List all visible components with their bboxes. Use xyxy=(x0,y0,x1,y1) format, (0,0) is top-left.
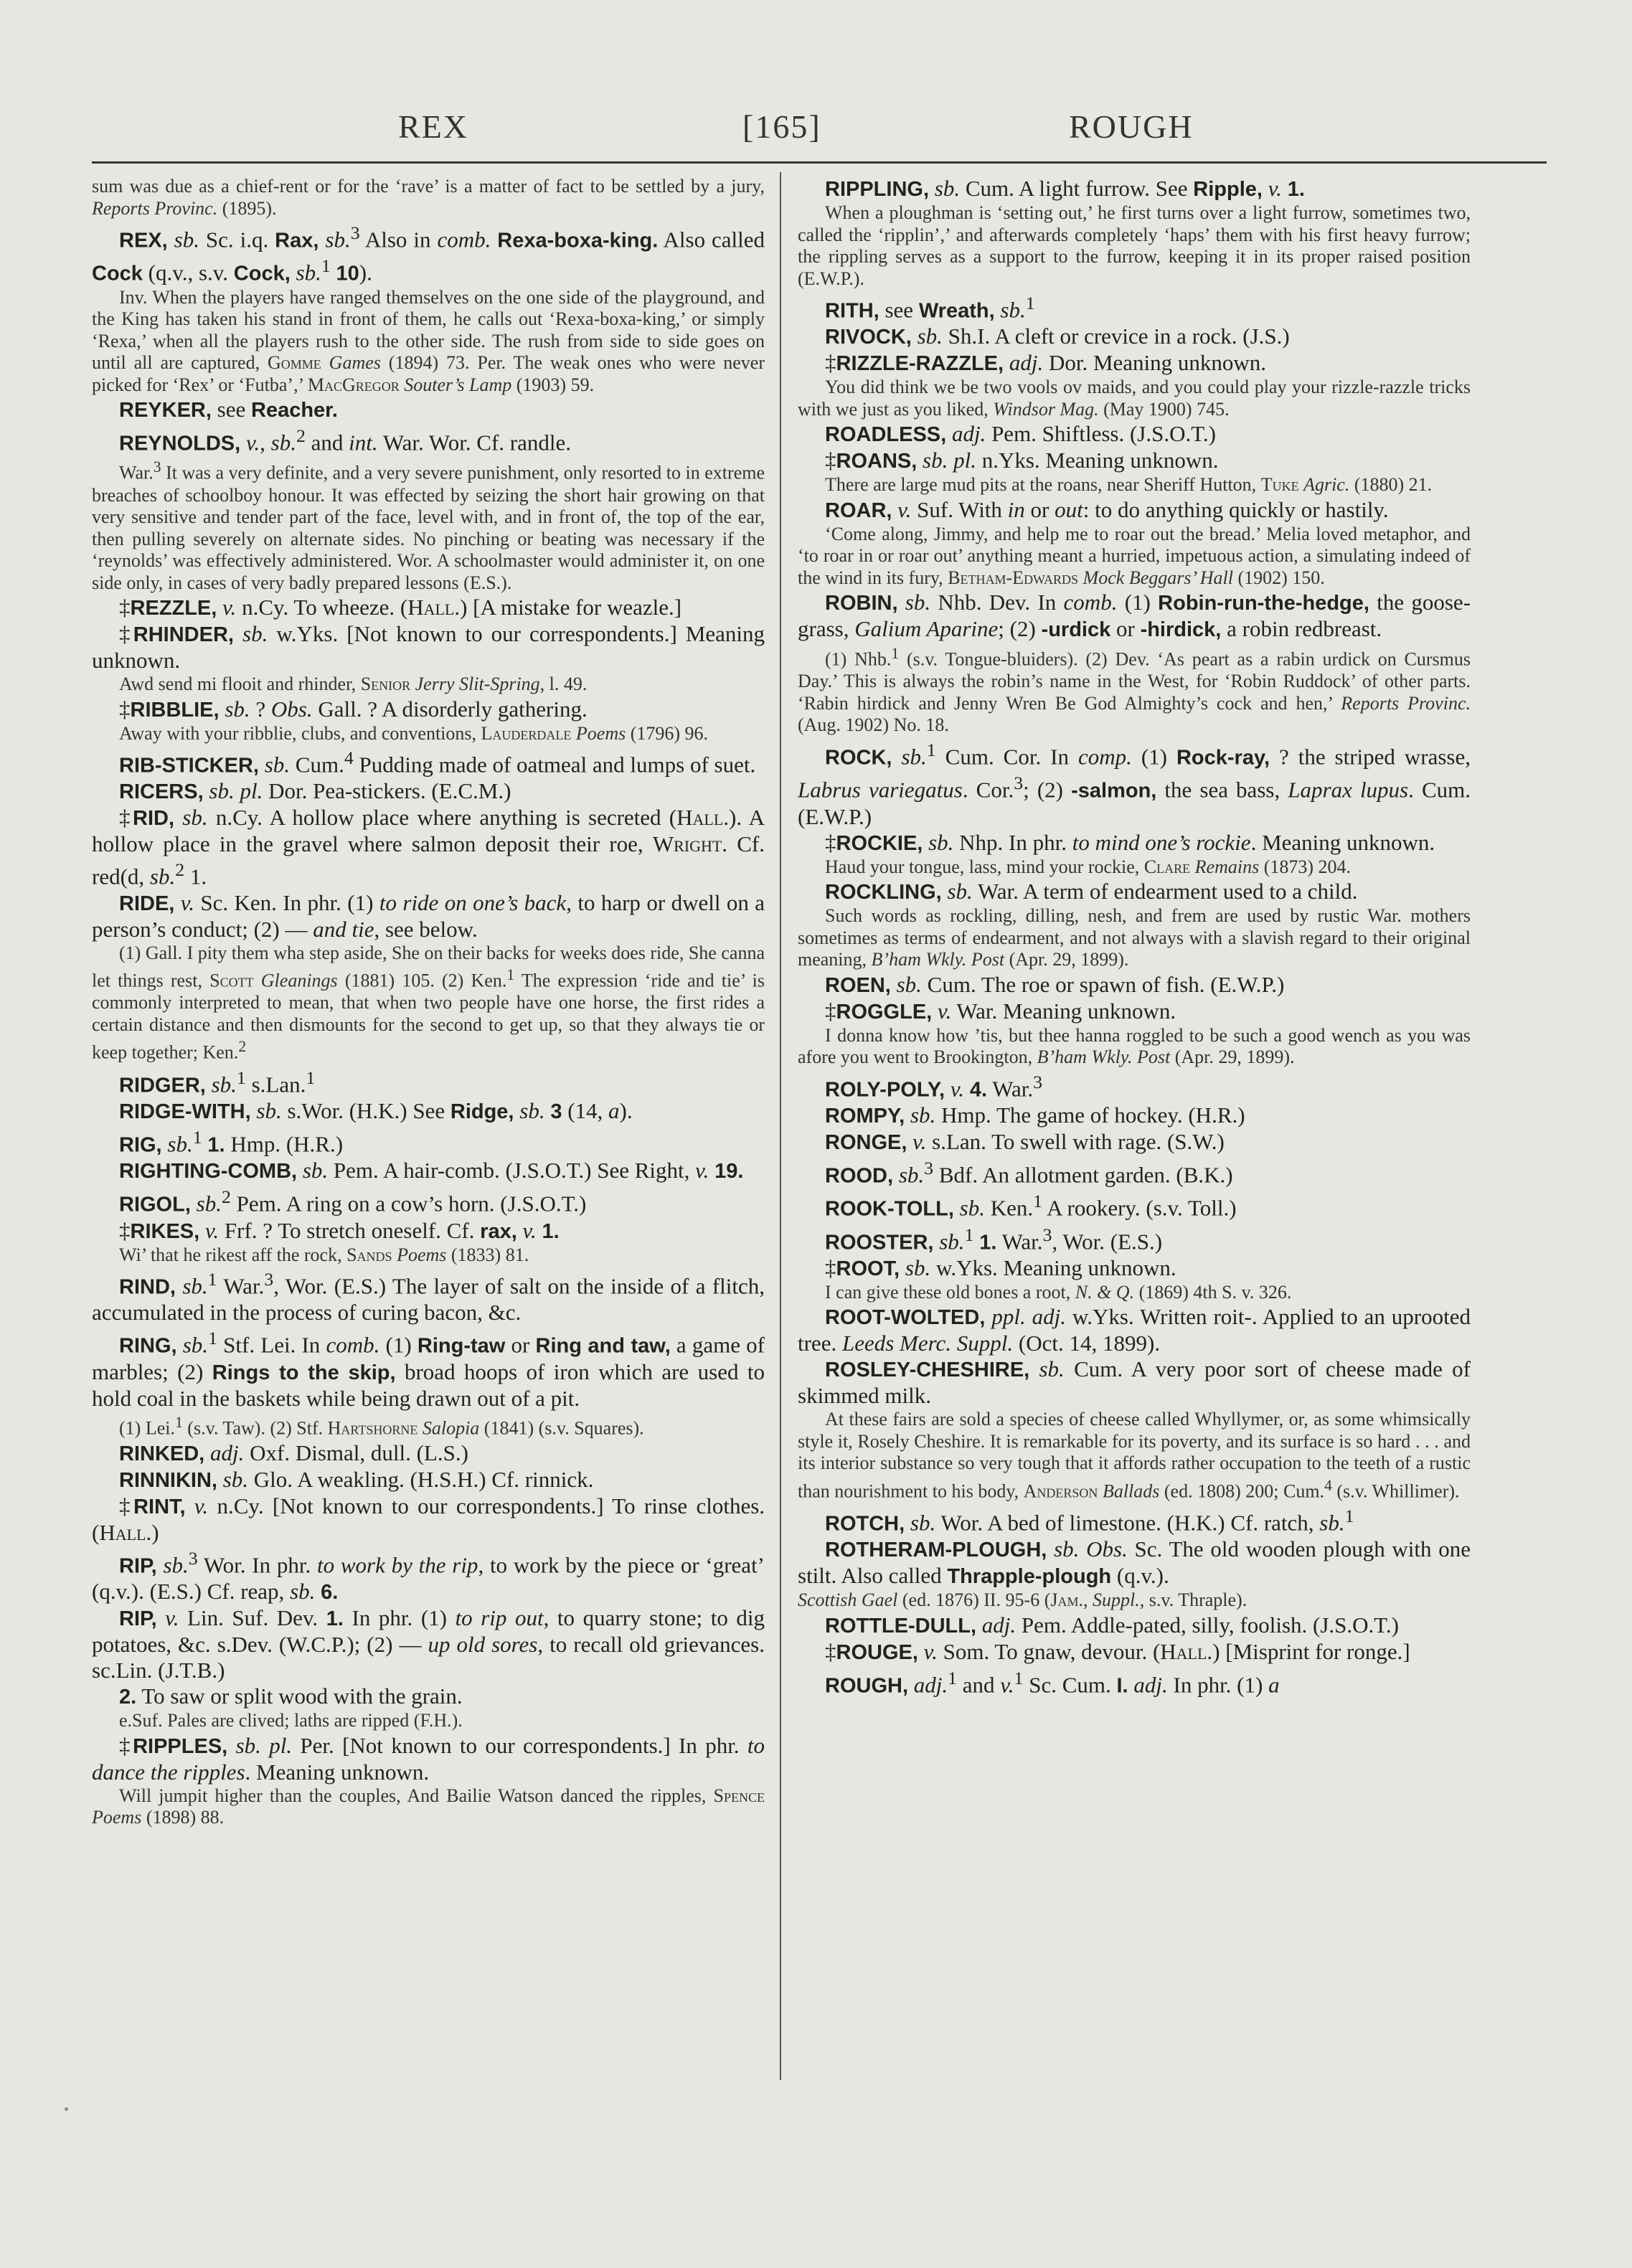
dictionary-entry: RIDGE-WITH, sb. s.Wor. (H.K.) See Ridge, sb. 3 (14, a). xyxy=(119,1097,633,1123)
dictionary-entry: RING, sb.$^1$ Stf. Lei. In comb. (1) Ring-taw or Ring and taw, a game of marbles; (2) Rings to the skip, broad hoops of iron which are used to hold coal in the baskets while being drawn out of a pit. xyxy=(92,1328,765,1411)
margin-speck xyxy=(65,2107,68,2111)
dictionary-entry: ‡REZZLE, v. n.Cy. To wheeze. (Hall.) [A mistake for weazle.] xyxy=(119,595,682,620)
citation-paragraph: sum was due as a chief-rent or for the ‘rave’ is a matter of fact to be settled by a jury, Reports Provinc. (1895). xyxy=(92,176,765,219)
citation-paragraph: Will jumpit higher than the couples, And Bailie Watson danced the ripples, Spence Poems (1898) 88. xyxy=(92,1785,765,1828)
citation-paragraph: Inv. When the players have ranged themselves on the one side of the playground, and the King has taken his stand in front of them, he calls out ‘Rexa-boxa-king,’ or simply ‘Rexa,’ when all the players rush to the other side. The rush from side to side goes on until all are captured, Gomme Games (1894) 73. Per. The weak ones who were never picked for ‘Rex’ or ‘Futba’,’ MacGregor Souter’s Lamp (1903) 59. xyxy=(92,286,765,395)
dictionary-entry: ROADLESS, adj. Pem. Shiftless. (J.S.O.T.) xyxy=(825,421,1216,447)
dictionary-entry: ‡ROUGE, v. Som. To gnaw, devour. (Hall.) [Misprint for ronge.] xyxy=(825,1638,1410,1664)
dictionary-entry: RIVOCK, sb. Sh.I. A cleft or crevice in a rock. (J.S.) xyxy=(825,323,1290,349)
dictionary-entry: RICERS, sb. pl. Dor. Pea-stickers. (E.C.M.) xyxy=(119,778,511,804)
citation-paragraph: Away with your ribblie, clubs, and conventions, Lauderdale Poems (1796) 96. xyxy=(119,722,709,744)
dictionary-entry: ‡ROANS, sb. pl. n.Yks. Meaning unknown. xyxy=(825,448,1219,473)
dictionary-entry: ‡RIPPLES, sb. pl. Per. [Not known to our correspondents.] In phr. to dance the ripples. Meaning unknown. xyxy=(92,1732,765,1785)
dictionary-entry: ROBIN, sb. Nhb. Dev. In comb. (1) Robin-run-the-hedge, the goose-grass, Galium Aparine; (2) -urdick or -hirdick, a robin redbreast. xyxy=(798,590,1471,642)
citation-paragraph: When a ploughman is ‘setting out,’ he first turns over a light furrow, sometimes two, called the ‘ripplin’,’ and afterwards completely ‘haps’ them with his first heavy furrow; the rippling serves as a support to the furrow, keeping it in its proper raised position (E.W.P.). xyxy=(798,202,1471,289)
citation-paragraph: (1) Lei.$^1$ (s.v. Taw). (2) Stf. Hartshorne Salopia (1841) (s.v. Squares). xyxy=(119,1413,644,1439)
dictionary-entry: RINKED, adj. Oxf. Dismal, dull. (L.S.) xyxy=(119,1440,468,1465)
left-column xyxy=(92,176,765,1830)
dictionary-entry: RIB-STICKER, sb. Cum.$^4$ Pudding made of oatmeal and lumps of suet. xyxy=(119,747,756,778)
dictionary-entry: RIDGER, sb.$^1$ s.Lan.$^1$ xyxy=(119,1067,316,1097)
citation-paragraph: ‘Come along, Jimmy, and help me to roar out the bread.’ Melia loved metaphor, and ‘to roar in or roar out’ anything meant a hurried, impetuous action, a simulating indeed of the wind in its fury, Betham-Edwards Mock Beggars’ Hall (1902) 150. xyxy=(798,523,1471,588)
dictionary-entry: ROMPY, sb. Hmp. The game of hockey. (H.R.) xyxy=(825,1102,1245,1128)
dictionary-entry: ‡RIBBLIE, sb. ? Obs. Gall. ? A disorderly gathering. xyxy=(119,696,588,722)
right-column xyxy=(798,176,1471,1698)
dictionary-entry: ROLY-POLY, v. 4. War.$^3$ xyxy=(825,1071,1043,1101)
dictionary-entry: RIGOL, sb.$^2$ Pem. A ring on a cow’s horn. (J.S.O.T.) xyxy=(119,1186,587,1216)
page-number: [165] xyxy=(742,108,821,145)
dictionary-entry: RIND, sb.$^1$ War.$^3$, Wor. (E.S.) The layer of salt on the inside of a flitch, accumulated in the process of curing bacon, &c. xyxy=(92,1269,765,1326)
dictionary-entry: ROCKLING, sb. War. A term of endearment used to a child. xyxy=(825,879,1358,904)
dictionary-entry: ROOSTER, sb.$^1$ 1. War.$^3$, Wor. (E.S.) xyxy=(825,1224,1163,1254)
dictionary-entry: ROTHERAM-PLOUGH, sb. Obs. Sc. The old wooden plough with one stilt. Also called Thrapple-plough (q.v.). xyxy=(798,1536,1471,1589)
dictionary-entry: ‡ROOT, sb. w.Yks. Meaning unknown. xyxy=(825,1255,1176,1280)
dictionary-entry: ROEN, sb. Cum. The roe or spawn of fish. (E.W.P.) xyxy=(825,971,1285,997)
citation-paragraph: Awd send mi flooit and rhinder, Senior Jerry Slit-Spring, l. 49. xyxy=(119,674,588,695)
dictionary-entry: REX, sb. Sc. i.q. Rax, sb.$^3$ Also in comb. Rexa-boxa-king. Also called Cock (q.v., s.v. Cock, sb.$^1$ 10). xyxy=(92,222,765,285)
citation-paragraph: Wi’ that he rikest aff the rock, Sands Poems (1833) 81. xyxy=(119,1244,529,1265)
dictionary-entry: ROUGH, adj.$^1$ and v.$^1$ Sc. Cum. I. adj. In phr. (1) a xyxy=(825,1667,1280,1698)
citation-paragraph: I donna know how ’tis, but thee hanna roggled to be such a good wench as you was afore you went to Brookington, B’ham Wkly. Post (Apr. 29, 1899). xyxy=(798,1024,1471,1068)
dictionary-entry: 2. To saw or split wood with the grain. xyxy=(119,1683,463,1709)
dictionary-entry: RONGE, v. s.Lan. To swell with rage. (S.W.) xyxy=(825,1128,1225,1154)
running-head-left: REX xyxy=(398,108,468,145)
dictionary-entry: ROAR, v. Suf. With in or out: to do anything quickly or hastily. xyxy=(825,496,1389,522)
citation-paragraph: You did think we be two vools ov maids, and you could play your rizzle-razzle tricks with we just as you liked, Windsor Mag. (May 1900) 745. xyxy=(798,377,1471,420)
dictionary-entry: RINNIKIN, sb. Glo. A weakling. (H.S.H.) Cf. rinnick. xyxy=(119,1466,594,1492)
dictionary-entry: ROOT-WOLTED, ppl. adj. w.Yks. Written roit-. Applied to an uprooted tree. Leeds Merc. Suppl. (Oct. 14, 1899). xyxy=(798,1304,1471,1356)
citation-paragraph: War.$^3$ It was a very definite, and a very severe punishment, only resorted to in extreme breaches of schoolboy honour. It was effected by seizing the short hair growing on that very sensitive and tender part of the face, level with, and in front of, the top of the ear, then pulling severely on alternate sides. No pinching or beating was necessary if the ‘reynolds’ was effectively administered. Wor. A schoolmaster would administer it, on one side only, in cases of very badly prepared lessons (E.S.). xyxy=(92,458,765,593)
dictionary-entry: ROOD, sb.$^3$ Bdf. An allotment garden. (B.K.) xyxy=(825,1157,1233,1188)
dictionary-entry: ROTTLE-DULL, adj. Pem. Addle-pated, silly, foolish. (J.S.O.T.) xyxy=(825,1612,1399,1638)
running-head-right: ROUGH xyxy=(1069,108,1194,145)
dictionary-entry: ‡RHINDER, sb. w.Yks. [Not known to our correspondents.] Meaning unknown. xyxy=(92,621,765,674)
dictionary-entry: ‡RINT, v. n.Cy. [Not known to our correspondents.] To rinse clothes. (Hall.) xyxy=(92,1493,765,1545)
dictionary-entry: ‡RIKES, v. Frf. ? To stretch oneself. Cf. rax, v. 1. xyxy=(119,1217,560,1243)
citation-paragraph: At these fairs are sold a species of cheese called Whyllymer, or, as some whimsically style it, Rosely Cheshire. It is remarkable for its poverty, and its surface is so hard . . . and its interior substance so very tough that it affords rather occupation to the teeth of a rustic than nourishment to his body, Anderson Ballads (ed. 1808) 200; Cum.$^4$ (s.v. Whillimer). xyxy=(798,1409,1471,1502)
dictionary-entry: RITH, see Wreath, sb.$^1$ xyxy=(825,293,1035,323)
dictionary-entry: REYKER, see Reacher. xyxy=(119,397,338,422)
column-divider xyxy=(780,172,781,2080)
dictionary-entry: RIGHTING-COMB, sb. Pem. A hair-comb. (J.S.O.T.) See Right, v. 19. xyxy=(119,1158,744,1183)
header-rule xyxy=(92,161,1547,164)
citation-paragraph: Haud your tongue, lass, mind your rockie, Clare Remains (1873) 204. xyxy=(825,856,1352,877)
dictionary-entry: RIPPLING, sb. Cum. A light furrow. See Ripple, v. 1. xyxy=(825,176,1305,201)
dictionary-entry: ROSLEY-CHESHIRE, sb. Cum. A very poor sort of cheese made of skimmed milk. xyxy=(798,1356,1471,1409)
dictionary-entry: RIG, sb.$^1$ 1. Hmp. (H.R.) xyxy=(119,1126,344,1157)
dictionary-entry: RIP, sb.$^3$ Wor. In phr. to work by the rip, to work by the piece or ‘great’ (q.v.). (E.S.) Cf. reap, sb. 6. xyxy=(92,1547,765,1605)
dictionary-entry: REYNOLDS, v., sb.$^2$ and int. War. Wor. Cf. randle. xyxy=(119,425,572,455)
dictionary-entry: ROTCH, sb. Wor. A bed of limestone. (H.K.) Cf. ratch, sb.$^1$ xyxy=(825,1506,1354,1536)
citation-paragraph: I can give these old bones a root, N. & Q. (1869) 4th S. v. 326. xyxy=(825,1281,1292,1303)
citation-paragraph: There are large mud pits at the roans, near Sheriff Hutton, Tuke Agric. (1880) 21. xyxy=(825,474,1433,496)
dictionary-entry: ‡ROCKIE, sb. Nhp. In phr. to mind one’s rockie. Meaning unknown. xyxy=(825,829,1435,855)
citation-paragraph: (1) Gall. I pity them wha step aside, She on their backs for weeks does ride, She canna let things rest, Scott Gleanings (1881) 105. (2) Ken.$^1$ The expression ‘ride and tie’ is commonly interpreted to mean, that when two people have one horse, the first rides a certain distance and then dismounts for the second to get up, so that they always tie or keep together; Ken.$^2$ xyxy=(92,942,765,1064)
dictionary-entry: ROCK, sb.$^1$ Cum. Cor. In comp. (1) Rock-ray, ? the striped wrasse, Labrus variegatus. Cor.$^3$; (2) -salmon, the sea bass, Laprax lupus. Cum. (E.W.P.) xyxy=(798,739,1471,829)
dictionary-entry: ‡RIZZLE-RAZZLE, adj. Dor. Meaning unknown. xyxy=(825,350,1267,376)
citation-paragraph: (1) Nhb.$^1$ (s.v. Tongue-bluiders). (2) Dev. ‘As peart as a rabin urdick on Cursmus Day.’ This is always the robin’s name in the West, for ‘Robin Ruddock’ of other parts. ‘Rabin hirdick and Jenny Wren Be God Almighty’s cock and hen,’ Reports Provinc. (Aug. 1902) No. 18. xyxy=(798,645,1471,736)
citation-paragraph: e.Suf. Pales are clived; laths are ripped (F.H.). xyxy=(119,1710,463,1731)
dictionary-entry: ‡ROGGLE, v. War. Meaning unknown. xyxy=(825,998,1176,1024)
dictionary-entry: ROOK-TOLL, sb. Ken.$^1$ A rookery. (s.v. Toll.) xyxy=(825,1191,1237,1221)
dictionary-entry: ‡RID, sb. n.Cy. A hollow place where anything is secreted (Hall.). A hollow place in the gravel where salmon deposit their roe, Wright. Cf. red(d, sb.$^2$ 1. xyxy=(92,805,765,889)
dictionary-entry: RIDE, v. Sc. Ken. In phr. (1) to ride on one’s back, to harp or dwell on a person’s conduct; (2) — and tie, see below. xyxy=(92,889,765,942)
citation-paragraph: Scottish Gael (ed. 1876) II. 95-6 (Jam., Suppl., s.v. Thraple). xyxy=(798,1589,1247,1611)
dictionary-entry: RIP, v. Lin. Suf. Dev. 1. In phr. (1) to rip out, to quarry stone; to dig potatoes, &c. s.Dev. (W.C.P.); (2) — up old sores, to recall old grievances. sc.Lin. (J.T.B.) xyxy=(92,1605,765,1683)
citation-paragraph: Such words as rockling, dilling, nesh, and frem are used by rustic War. mothers sometimes as terms of endearment, and not always with a slavish regard to their original meaning, B’ham Wkly. Post (Apr. 29, 1899). xyxy=(798,905,1471,970)
